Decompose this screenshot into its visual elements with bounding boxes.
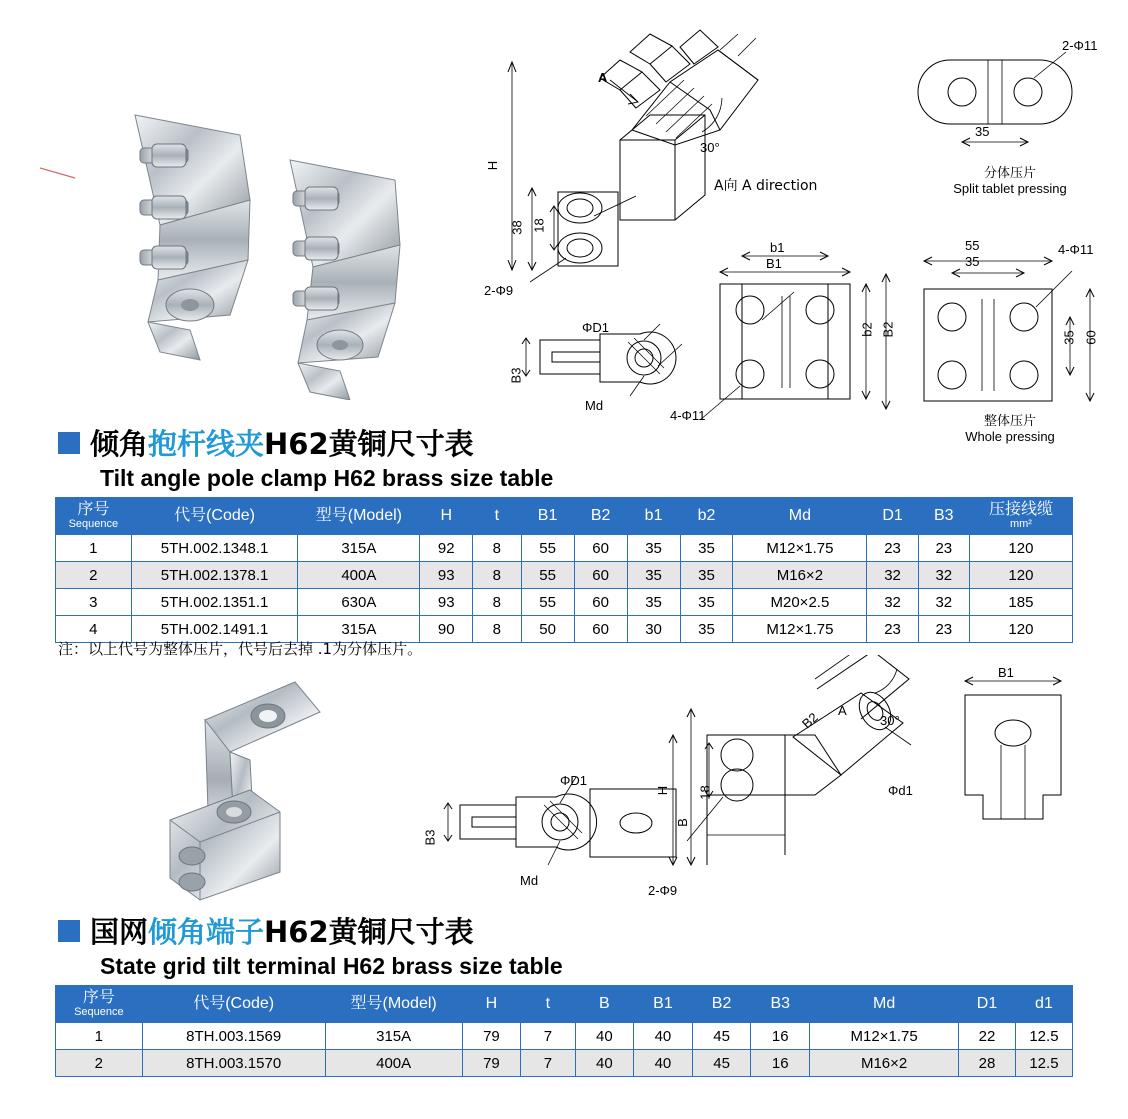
cell-1-0-12: 120 <box>969 535 1072 562</box>
cell-1-0-11: 23 <box>918 535 969 562</box>
section-heading-2-en: State grid tilt terminal H62 brass size table <box>100 953 563 979</box>
th-1-0-sub: Sequence <box>68 517 119 530</box>
cell-1-3-5: 50 <box>521 616 574 643</box>
th-2-5: B <box>575 986 634 1023</box>
cell-1-3-9: M12×1.75 <box>733 616 867 643</box>
th-2-6: B1 <box>634 986 693 1023</box>
th-1-0-main: 序号 <box>77 500 110 518</box>
cell-2-0-10: 22 <box>959 1023 1016 1050</box>
cell-2-1-11: 12.5 <box>1015 1050 1072 1077</box>
cell-2-1-2: 400A <box>325 1050 462 1077</box>
th-1-12-sub: mm² <box>1009 517 1032 530</box>
spec-table-2 <box>55 985 1073 1077</box>
cell-1-3-8: 35 <box>680 616 733 643</box>
cell-2-1-0: 2 <box>56 1050 143 1077</box>
th-1-3: H <box>420 498 473 535</box>
cell-1-1-8: 35 <box>680 562 733 589</box>
spec-table-2-header-row <box>56 986 1073 1023</box>
label-B2-b: B2 <box>799 709 821 732</box>
label-30-degree: 30° <box>700 140 720 155</box>
cell-1-0-2: 315A <box>298 535 420 562</box>
product-photo-tilt-pole-clamp <box>40 60 440 400</box>
cell-1-0-9: M12×1.75 <box>733 535 867 562</box>
th-2-7: B2 <box>692 986 751 1023</box>
cell-1-2-3: 93 <box>420 589 473 616</box>
cell-1-2-9: M20×2.5 <box>733 589 867 616</box>
label-a-direction: A向 A direction <box>714 178 818 194</box>
th-1-6: B2 <box>574 498 627 535</box>
cell-1-2-4: 8 <box>473 589 521 616</box>
caption-whole-pressing-en: Whole pressing <box>965 429 1055 444</box>
table-row <box>56 535 1073 562</box>
cell-2-1-6: 40 <box>634 1050 693 1077</box>
cell-1-1-4: 8 <box>473 562 521 589</box>
heading2-part-2: H62黄铜尺寸表 <box>264 915 474 949</box>
cell-1-3-4: 8 <box>473 616 521 643</box>
th-1-1: 代号(Code) <box>131 498 298 535</box>
technical-drawing-top-svg <box>470 20 1110 440</box>
table-row <box>56 589 1073 616</box>
cell-1-0-7: 35 <box>627 535 680 562</box>
cell-1-1-0: 2 <box>56 562 132 589</box>
cell-1-0-6: 60 <box>574 535 627 562</box>
cell-1-0-8: 35 <box>680 535 733 562</box>
section-heading-2 <box>58 910 563 980</box>
label-B2: B2 <box>880 321 896 338</box>
cell-1-2-0: 3 <box>56 589 132 616</box>
cell-1-2-5: 55 <box>521 589 574 616</box>
cell-1-3-10: 23 <box>867 616 918 643</box>
th-2-4: t <box>521 986 575 1023</box>
cell-1-1-5: 55 <box>521 562 574 589</box>
label-B3-b: B3 <box>422 829 438 846</box>
caption-split-tablet-cn: 分体压片 <box>983 166 1036 181</box>
label-30-degree-b: 30° <box>880 713 900 728</box>
cell-1-2-11: 32 <box>918 589 969 616</box>
th-1-4: t <box>473 498 521 535</box>
th-2-10: D1 <box>959 986 1016 1023</box>
cell-1-1-9: M16×2 <box>733 562 867 589</box>
cell-1-1-10: 32 <box>867 562 918 589</box>
cell-1-0-4: 8 <box>473 535 521 562</box>
cell-1-0-5: 55 <box>521 535 574 562</box>
label-35-split: 35 <box>975 124 990 139</box>
product-photo-state-grid-terminal <box>130 660 390 920</box>
cell-2-1-4: 7 <box>521 1050 575 1077</box>
cell-1-2-8: 35 <box>680 589 733 616</box>
spec-table-1-header-row <box>56 498 1073 535</box>
caption-split-tablet <box>930 162 1090 196</box>
cell-1-1-7: 35 <box>627 562 680 589</box>
th-2-2: 型号(Model) <box>325 986 462 1023</box>
label-18: 18 <box>531 218 547 233</box>
th-2-11: d1 <box>1015 986 1072 1023</box>
cell-2-0-0: 1 <box>56 1023 143 1050</box>
cell-2-0-11: 12.5 <box>1015 1023 1072 1050</box>
caption-whole-pressing-cn: 整体压片 <box>983 414 1036 429</box>
th-2-0 <box>56 986 143 1023</box>
cell-1-2-2: 630A <box>298 589 420 616</box>
section-heading-1-en: Tilt angle pole clamp H62 brass size table <box>100 465 554 491</box>
cell-1-3-7: 30 <box>627 616 680 643</box>
th-1-5: B1 <box>521 498 574 535</box>
cell-2-0-6: 40 <box>634 1023 693 1050</box>
cell-1-1-1: 5TH.002.1378.1 <box>131 562 298 589</box>
cell-1-2-1: 5TH.002.1351.1 <box>131 589 298 616</box>
label-2-phi9-b: 2-Φ9 <box>648 883 678 898</box>
cell-1-1-11: 32 <box>918 562 969 589</box>
th-2-0-sub: Sequence <box>74 1005 124 1018</box>
th-1-11: B3 <box>918 498 969 535</box>
section-heading-2-cn <box>90 910 474 951</box>
table-row <box>56 562 1073 589</box>
technical-drawing-bottom <box>420 655 1110 915</box>
th-2-9: Md <box>810 986 959 1023</box>
th-2-0-main: 序号 <box>82 988 115 1006</box>
cell-1-3-6: 60 <box>574 616 627 643</box>
cell-1-2-6: 60 <box>574 589 627 616</box>
cell-2-0-5: 40 <box>575 1023 634 1050</box>
cell-1-3-11: 23 <box>918 616 969 643</box>
label-2-phi11: 2-Φ11 <box>1062 38 1098 53</box>
label-38: 38 <box>509 220 525 235</box>
label-Md-b: Md <box>520 873 539 888</box>
cell-1-1-6: 60 <box>574 562 627 589</box>
table-row <box>56 1023 1073 1050</box>
th-2-8: B3 <box>751 986 810 1023</box>
label-phiD1-b: ΦD1 <box>560 773 587 788</box>
cell-1-3-3: 90 <box>420 616 473 643</box>
table-note-1: 注：以上代号为整体压片，代号后去掉 .1为分体压片。 <box>58 640 423 658</box>
heading2-part-0: 国网 <box>90 915 149 949</box>
label-A-arrow: A <box>598 70 608 85</box>
cell-1-3-12: 120 <box>969 616 1072 643</box>
cell-1-1-12: 120 <box>969 562 1072 589</box>
cell-2-0-3: 79 <box>462 1023 521 1050</box>
cell-2-0-4: 7 <box>521 1023 575 1050</box>
cell-1-2-10: 32 <box>867 589 918 616</box>
th-1-9: Md <box>733 498 867 535</box>
th-1-0 <box>56 498 132 535</box>
section-heading-1-cn <box>90 422 474 463</box>
th-1-10: D1 <box>867 498 918 535</box>
technical-drawing-top <box>470 20 1110 444</box>
heading1-part-2: H62黄铜尺寸表 <box>264 427 474 461</box>
caption-whole-pressing <box>930 410 1090 444</box>
label-Md: Md <box>585 398 604 413</box>
cell-2-0-7: 45 <box>692 1023 751 1050</box>
label-4-phi11-whole: 4-Φ11 <box>1058 242 1094 257</box>
label-35-whole: 35 <box>965 254 980 269</box>
bullet-square-icon-2 <box>58 920 80 942</box>
product-photo-svg <box>40 60 440 400</box>
th-1-12-main: 压接线缆 <box>988 500 1053 518</box>
heading2-part-1: 倾角端子 <box>148 915 265 949</box>
label-B3: B3 <box>508 367 524 384</box>
heading1-part-0: 倾角 <box>90 427 149 461</box>
th-1-8: b2 <box>680 498 733 535</box>
cell-2-1-3: 79 <box>462 1050 521 1077</box>
cell-1-1-3: 93 <box>420 562 473 589</box>
label-phiD1: ΦD1 <box>582 320 609 335</box>
table-row <box>56 1050 1073 1077</box>
cell-2-0-2: 315A <box>325 1023 462 1050</box>
cell-1-0-0: 1 <box>56 535 132 562</box>
heading1-part-1: 抱杆线夹 <box>148 427 265 461</box>
cell-2-0-1: 8TH.003.1569 <box>142 1023 325 1050</box>
label-H: H <box>485 160 501 171</box>
label-b2: b2 <box>859 322 875 337</box>
label-60-right: 60 <box>1083 330 1099 345</box>
cell-2-1-9: M16×2 <box>810 1050 959 1077</box>
label-18-b: 18 <box>697 785 713 800</box>
cell-1-3-2: 315A <box>298 616 420 643</box>
cell-1-2-7: 35 <box>627 589 680 616</box>
cell-1-3-1: 5TH.002.1491.1 <box>131 616 298 643</box>
th-2-3: H <box>462 986 521 1023</box>
cell-1-1-2: 400A <box>298 562 420 589</box>
cell-2-0-8: 16 <box>751 1023 810 1050</box>
label-4-phi11: 4-Φ11 <box>670 408 706 423</box>
label-b1: b1 <box>770 240 785 255</box>
th-1-12 <box>969 498 1072 535</box>
caption-split-tablet-en: Split tablet pressing <box>953 181 1067 196</box>
cell-2-1-1: 8TH.003.1570 <box>142 1050 325 1077</box>
label-55-whole: 55 <box>965 238 980 253</box>
cell-2-1-10: 28 <box>959 1050 1016 1077</box>
cell-2-0-9: M12×1.75 <box>810 1023 959 1050</box>
label-B1-b: B1 <box>998 665 1014 680</box>
label-B1: B1 <box>766 256 782 271</box>
product-photo-2-svg <box>130 660 390 920</box>
th-1-7: b1 <box>627 498 680 535</box>
cell-1-0-10: 23 <box>867 535 918 562</box>
th-1-2: 型号(Model) <box>298 498 420 535</box>
label-B-b: B <box>674 818 690 827</box>
label-H-b: H <box>655 785 671 796</box>
cell-2-1-7: 45 <box>692 1050 751 1077</box>
cell-1-3-0: 4 <box>56 616 132 643</box>
cell-2-1-8: 16 <box>751 1050 810 1077</box>
spec-table-1 <box>55 497 1073 643</box>
cell-2-1-5: 40 <box>575 1050 634 1077</box>
cell-1-2-12: 185 <box>969 589 1072 616</box>
label-35-right: 35 <box>1061 330 1077 345</box>
bullet-square-icon <box>58 432 80 454</box>
label-A-b: A <box>838 703 847 718</box>
section-heading-1 <box>58 422 553 492</box>
cell-1-0-3: 92 <box>420 535 473 562</box>
label-2-phi9: 2-Φ9 <box>484 283 514 298</box>
label-phi-d1-b: Φd1 <box>888 783 913 798</box>
th-2-1: 代号(Code) <box>142 986 325 1023</box>
cell-1-0-1: 5TH.002.1348.1 <box>131 535 298 562</box>
